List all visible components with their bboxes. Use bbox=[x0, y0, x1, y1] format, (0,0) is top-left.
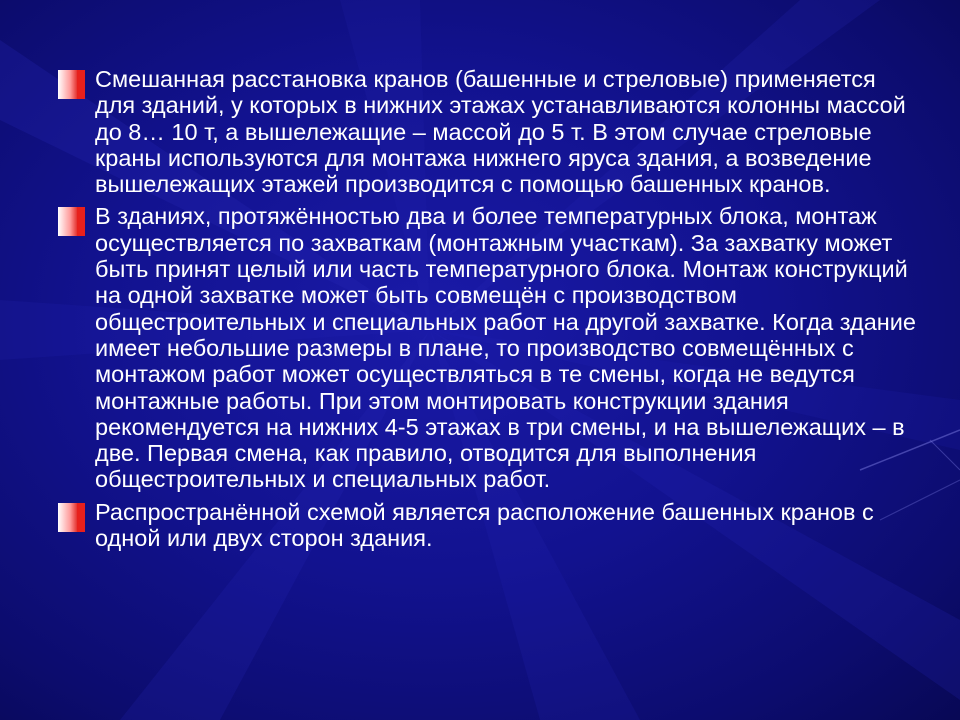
bullet-text: Смешанная расстановка кранов (башенные и стреловые) применяется для зданий, у которых в нижних этажах устанавливаются колонны массой до 8… 10 т, а вышележащие – массой до 5 т. В этом случае стреловые краны используются для монтажа нижнего яруса здания, а возведение вышележащих этажей производится с помощью башенных кранов. bbox=[95, 66, 906, 198]
slide-body bbox=[58, 66, 918, 557]
bullet-text: Распространённой схемой является расположение башенных кранов с одной или двух сторон здания. bbox=[95, 498, 874, 552]
bullet-item bbox=[58, 203, 918, 492]
bullet-item bbox=[58, 66, 918, 197]
bullet-text: В зданиях, протяжённостью два и более температурных блока, монтаж осуществляется по захваткам (монтажным участкам). За захватку может быть принят целый или часть температурного блока. Монтаж конструкций на одной захватке может быть совмещён с производством общестроительных и специальных работ на другой захватке. Когда здание имеет небольшие размеры в плане, то производство совмещённых с монтажом работ может осуществляться в те смены, когда не ведутся монтажные работы. При этом монтировать конструкции здания рекомендуется на нижних 4-5 этажах в три смены, и на вышележащих – в две. Первая смена, как правило, отводится для выполнения общестроительных и специальных работ. bbox=[95, 203, 916, 493]
square-bullet-icon bbox=[58, 503, 85, 532]
square-bullet-icon bbox=[58, 70, 85, 99]
bullet-item bbox=[58, 499, 918, 552]
square-bullet-icon bbox=[58, 207, 85, 236]
